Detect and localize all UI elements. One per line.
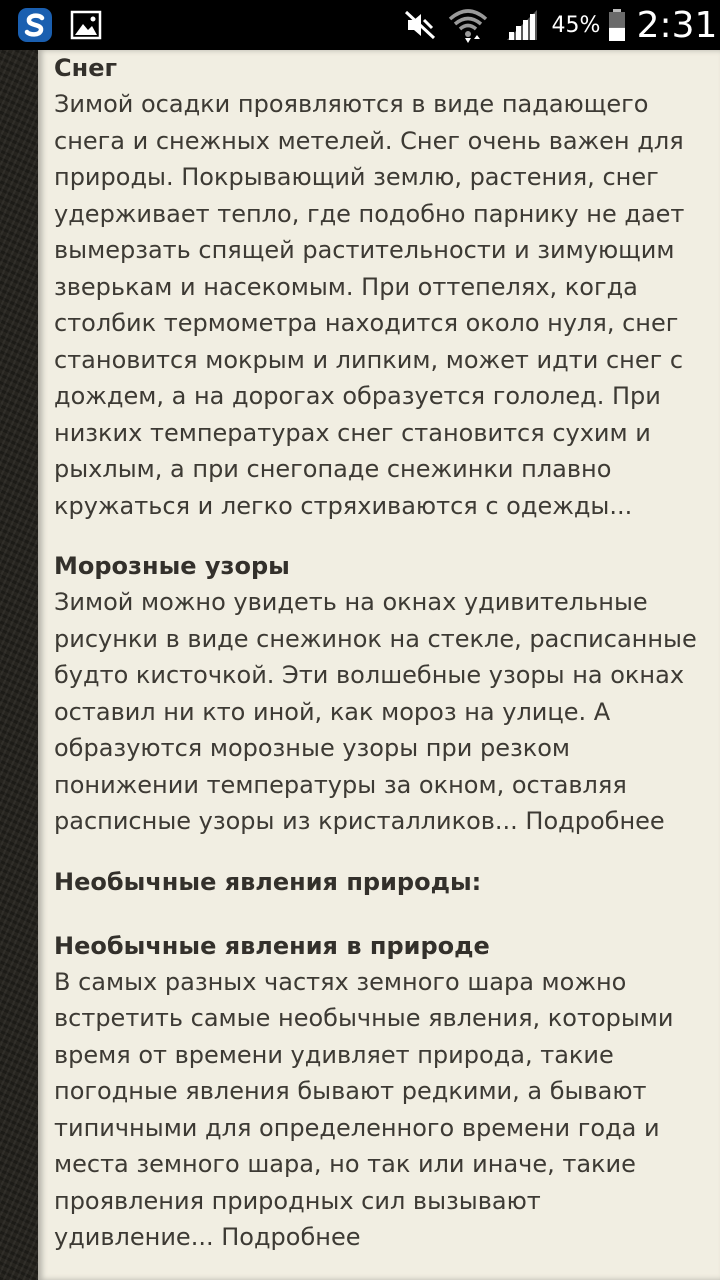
battery-icon bbox=[604, 0, 630, 50]
section-text-snow bbox=[54, 86, 720, 524]
text-line: В самых разных частях земного шара можно bbox=[54, 967, 627, 996]
text-line: понижении температуры за окном, оставляя bbox=[54, 770, 627, 799]
spacer bbox=[54, 840, 720, 864]
text-line: удерживает тепло, где подобно парнику не дает bbox=[54, 199, 685, 228]
section-title-snow[interactable]: Снег bbox=[54, 54, 118, 82]
s-app-icon bbox=[14, 0, 56, 50]
text-line: дождем, а на дорогах образуется гололед. При bbox=[54, 382, 661, 410]
text-line: образуются морозные узоры при резком bbox=[54, 734, 570, 762]
text-line: погодные явления бывают редкими, а бывают bbox=[54, 1077, 647, 1105]
status-bar bbox=[0, 0, 720, 50]
text-line: места земного шара, но так или иначе, такие bbox=[54, 1150, 636, 1178]
text-line: становится мокрым и липким, может идти снег с bbox=[54, 345, 684, 374]
text-line: кружаться и легко стряхиваются с одежды... bbox=[54, 491, 633, 520]
article-page[interactable] bbox=[38, 50, 720, 1280]
wifi-icon bbox=[446, 0, 490, 50]
signal-icon bbox=[500, 0, 544, 50]
left-border-decoration bbox=[0, 50, 38, 1280]
text-line: столбик термометра находится около нуля, снег bbox=[54, 309, 679, 337]
text-line: оставил ни кто иной, как мороз на улице. А bbox=[54, 697, 611, 726]
text-line: зверькам и насекомым. При оттепелях, когда bbox=[54, 272, 638, 301]
clock: 2:31 bbox=[636, 4, 718, 46]
battery-percent: 45% bbox=[551, 12, 601, 38]
section-title-unusual-phenomena[interactable]: Необычные явления в природе bbox=[54, 931, 490, 960]
text-line: проявления природных сил вызывают bbox=[54, 1186, 541, 1215]
mute-icon bbox=[400, 0, 440, 50]
text-line: время от времени удивляет природа, такие bbox=[54, 1040, 614, 1069]
text-line: типичными для определенного времени года и bbox=[54, 1113, 660, 1142]
section-title-unusual-phenomena-list[interactable]: Необычные явления природы: bbox=[54, 867, 482, 896]
spacer bbox=[54, 900, 720, 928]
gallery-icon bbox=[66, 0, 106, 50]
text-line: встретить самые необычные явления, которыми bbox=[54, 1004, 674, 1032]
text-line: будто кисточкой. Эти волшебные узоры на окнах bbox=[54, 661, 685, 689]
text-line: природы. Покрывающий землю, растения, снег bbox=[54, 163, 659, 191]
text-line: рыхлым, а при снегопаде снежинки плавно bbox=[54, 455, 612, 483]
section-text-unusual-phenomena bbox=[54, 964, 720, 1256]
article-body bbox=[54, 50, 720, 1256]
text-line: низких температурах снег становится сухим и bbox=[54, 418, 651, 447]
read-more-line[interactable]: удивление... Подробнее bbox=[54, 1223, 361, 1251]
read-more-line[interactable]: расписные узоры из кристалликов... Подробнее bbox=[54, 807, 665, 835]
section-text-frost-patterns bbox=[54, 584, 720, 840]
text-line: Зимой можно увидеть на окнах удивительные bbox=[54, 588, 648, 616]
spacer bbox=[54, 524, 720, 548]
text-line: рисунки в виде снежинок на стекле, расписанные bbox=[54, 624, 697, 653]
section-title-frost-patterns[interactable]: Морозные узоры bbox=[54, 552, 290, 580]
text-line: Зимой осадки проявляются в виде падающего bbox=[54, 90, 649, 118]
text-line: вымерзать спящей растительности и зимующим bbox=[54, 236, 675, 264]
text-line: снега и снежных метелей. Снег очень важен для bbox=[54, 126, 684, 155]
